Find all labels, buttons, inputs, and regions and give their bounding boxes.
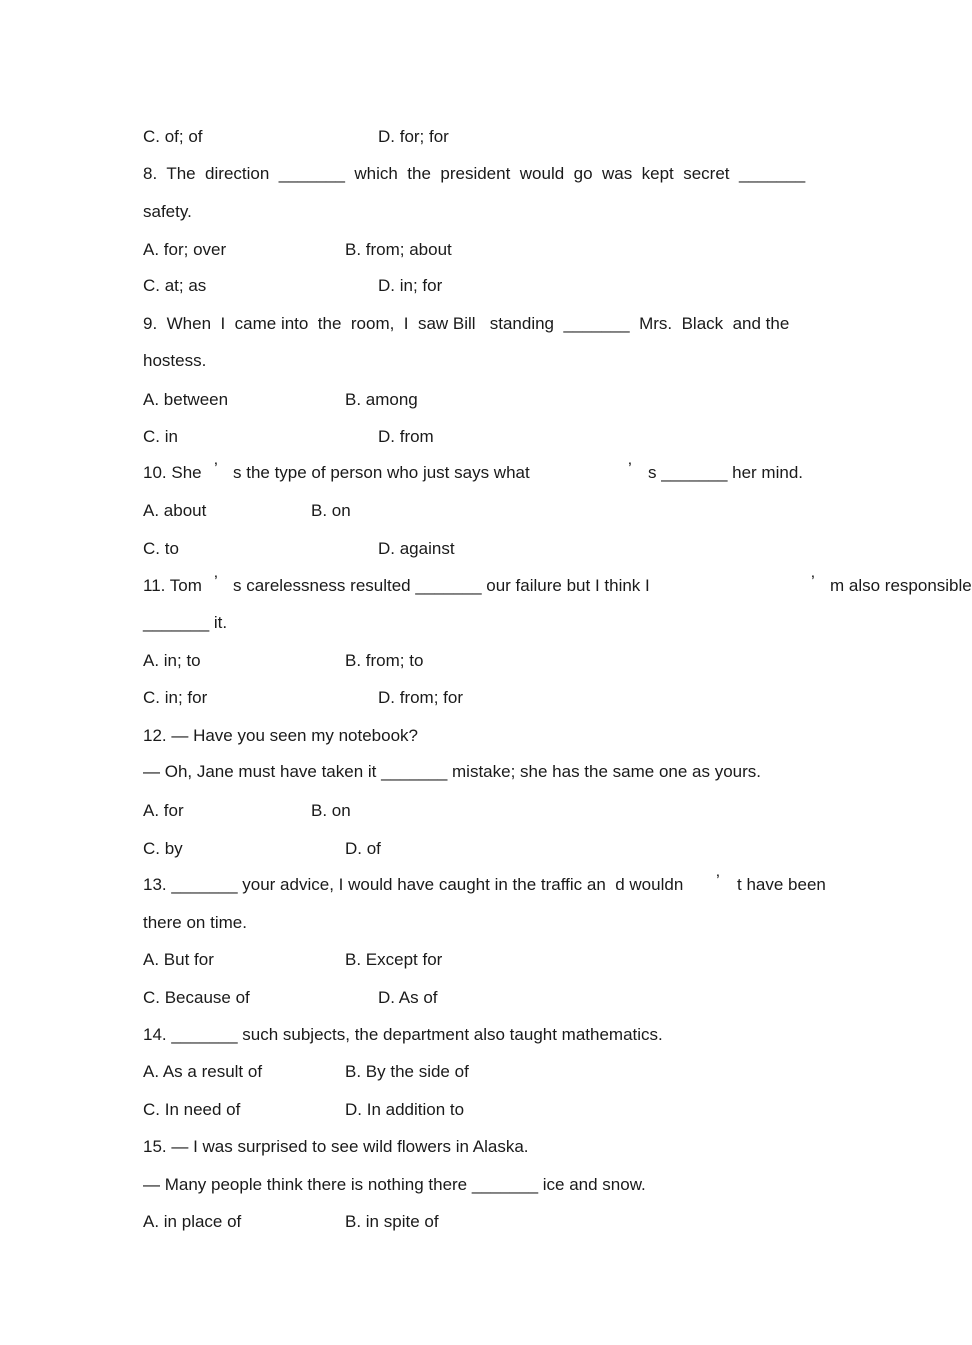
question-10-part-2: s the type of person who just says what	[233, 463, 530, 482]
option-a-q10: A. about	[143, 501, 207, 520]
option-b-q9: B. among	[345, 390, 418, 409]
question-9-line-1: 9. When I came into the room, I saw Bill standing _______ Mrs. Black and the	[143, 314, 790, 333]
question-13-part-1: 13. _______ your advice, I would have caught in the traffic an d wouldn	[143, 875, 684, 894]
option-b-q15: B. in spite of	[345, 1212, 439, 1231]
option-d-q11: D. from; for	[378, 688, 464, 707]
option-a-q12: A. for	[143, 801, 184, 820]
option-b-q13: B. Except for	[345, 950, 443, 969]
question-13-apostrophe: ’	[716, 871, 720, 890]
question-11-apostrophe-1: ’	[214, 572, 218, 591]
question-14-line-1: 14. _______ such subjects, the department also taught mathematics.	[143, 1025, 663, 1044]
question-11-part-1: 11. Tom	[143, 576, 202, 595]
option-d-q10: D. against	[378, 539, 455, 558]
option-d-q8: D. in; for	[378, 276, 443, 295]
option-a-q8: A. for; over	[143, 240, 227, 259]
question-10-apostrophe-2: ’	[628, 459, 632, 478]
option-c-q9: C. in	[143, 427, 178, 446]
question-9-line-2: hostess.	[143, 351, 207, 370]
option-c-q13: C. Because of	[143, 988, 250, 1007]
option-a-q14: A. As a result of	[143, 1062, 263, 1081]
option-a-q11: A. in; to	[143, 651, 201, 670]
question-13-line-2: there on time.	[143, 913, 247, 932]
option-c-q10: C. to	[143, 539, 179, 558]
option-b-q14: B. By the side of	[345, 1062, 469, 1081]
option-d-q14: D. In addition to	[345, 1100, 465, 1119]
question-11-line-2: _______ it.	[143, 613, 228, 632]
question-13-part-2: t have been	[737, 875, 826, 894]
option-d-q7: D. for; for	[378, 127, 449, 146]
question-12-line-2: — Oh, Jane must have taken it _______ mistake; she has the same one as yours.	[143, 762, 762, 781]
option-d-q9: D. from	[378, 427, 434, 446]
question-8-line-1: 8. The direction _______ which the president would go was kept secret _______	[143, 164, 806, 183]
question-11-apostrophe-2: ’	[811, 572, 815, 591]
option-a-q15: A. in place of	[143, 1212, 242, 1231]
option-c-q11: C. in; for	[143, 688, 208, 707]
option-c-q14: C. In need of	[143, 1100, 241, 1119]
option-b-q8: B. from; about	[345, 240, 452, 259]
option-d-q13: D. As of	[378, 988, 438, 1007]
question-10-part-3: s _______ her mind.	[648, 463, 803, 482]
question-10-part-1: 10. She	[143, 463, 202, 482]
question-12-line-1: 12. — Have you seen my notebook?	[143, 726, 418, 745]
option-a-q13: A. But for	[143, 950, 214, 969]
option-c-q8: C. at; as	[143, 276, 207, 295]
question-11-part-2: s carelessness resulted _______ our failure but I think I	[233, 576, 650, 595]
option-c-q7: C. of; of	[143, 127, 203, 146]
question-15-line-1: 15. — I was surprised to see wild flowers in Alaska.	[143, 1137, 529, 1156]
option-d-q12: D. of	[345, 839, 381, 858]
question-15-line-2: — Many people think there is nothing there _______ ice and snow.	[143, 1175, 646, 1194]
question-11-part-3: m also responsible	[830, 576, 972, 595]
question-8-line-2: safety.	[143, 202, 192, 221]
option-b-q10: B. on	[311, 501, 351, 520]
option-b-q12: B. on	[311, 801, 351, 820]
option-b-q11: B. from; to	[345, 651, 424, 670]
option-a-q9: A. between	[143, 390, 229, 409]
option-c-q12: C. by	[143, 839, 183, 858]
question-10-apostrophe-1: ’	[214, 459, 218, 478]
